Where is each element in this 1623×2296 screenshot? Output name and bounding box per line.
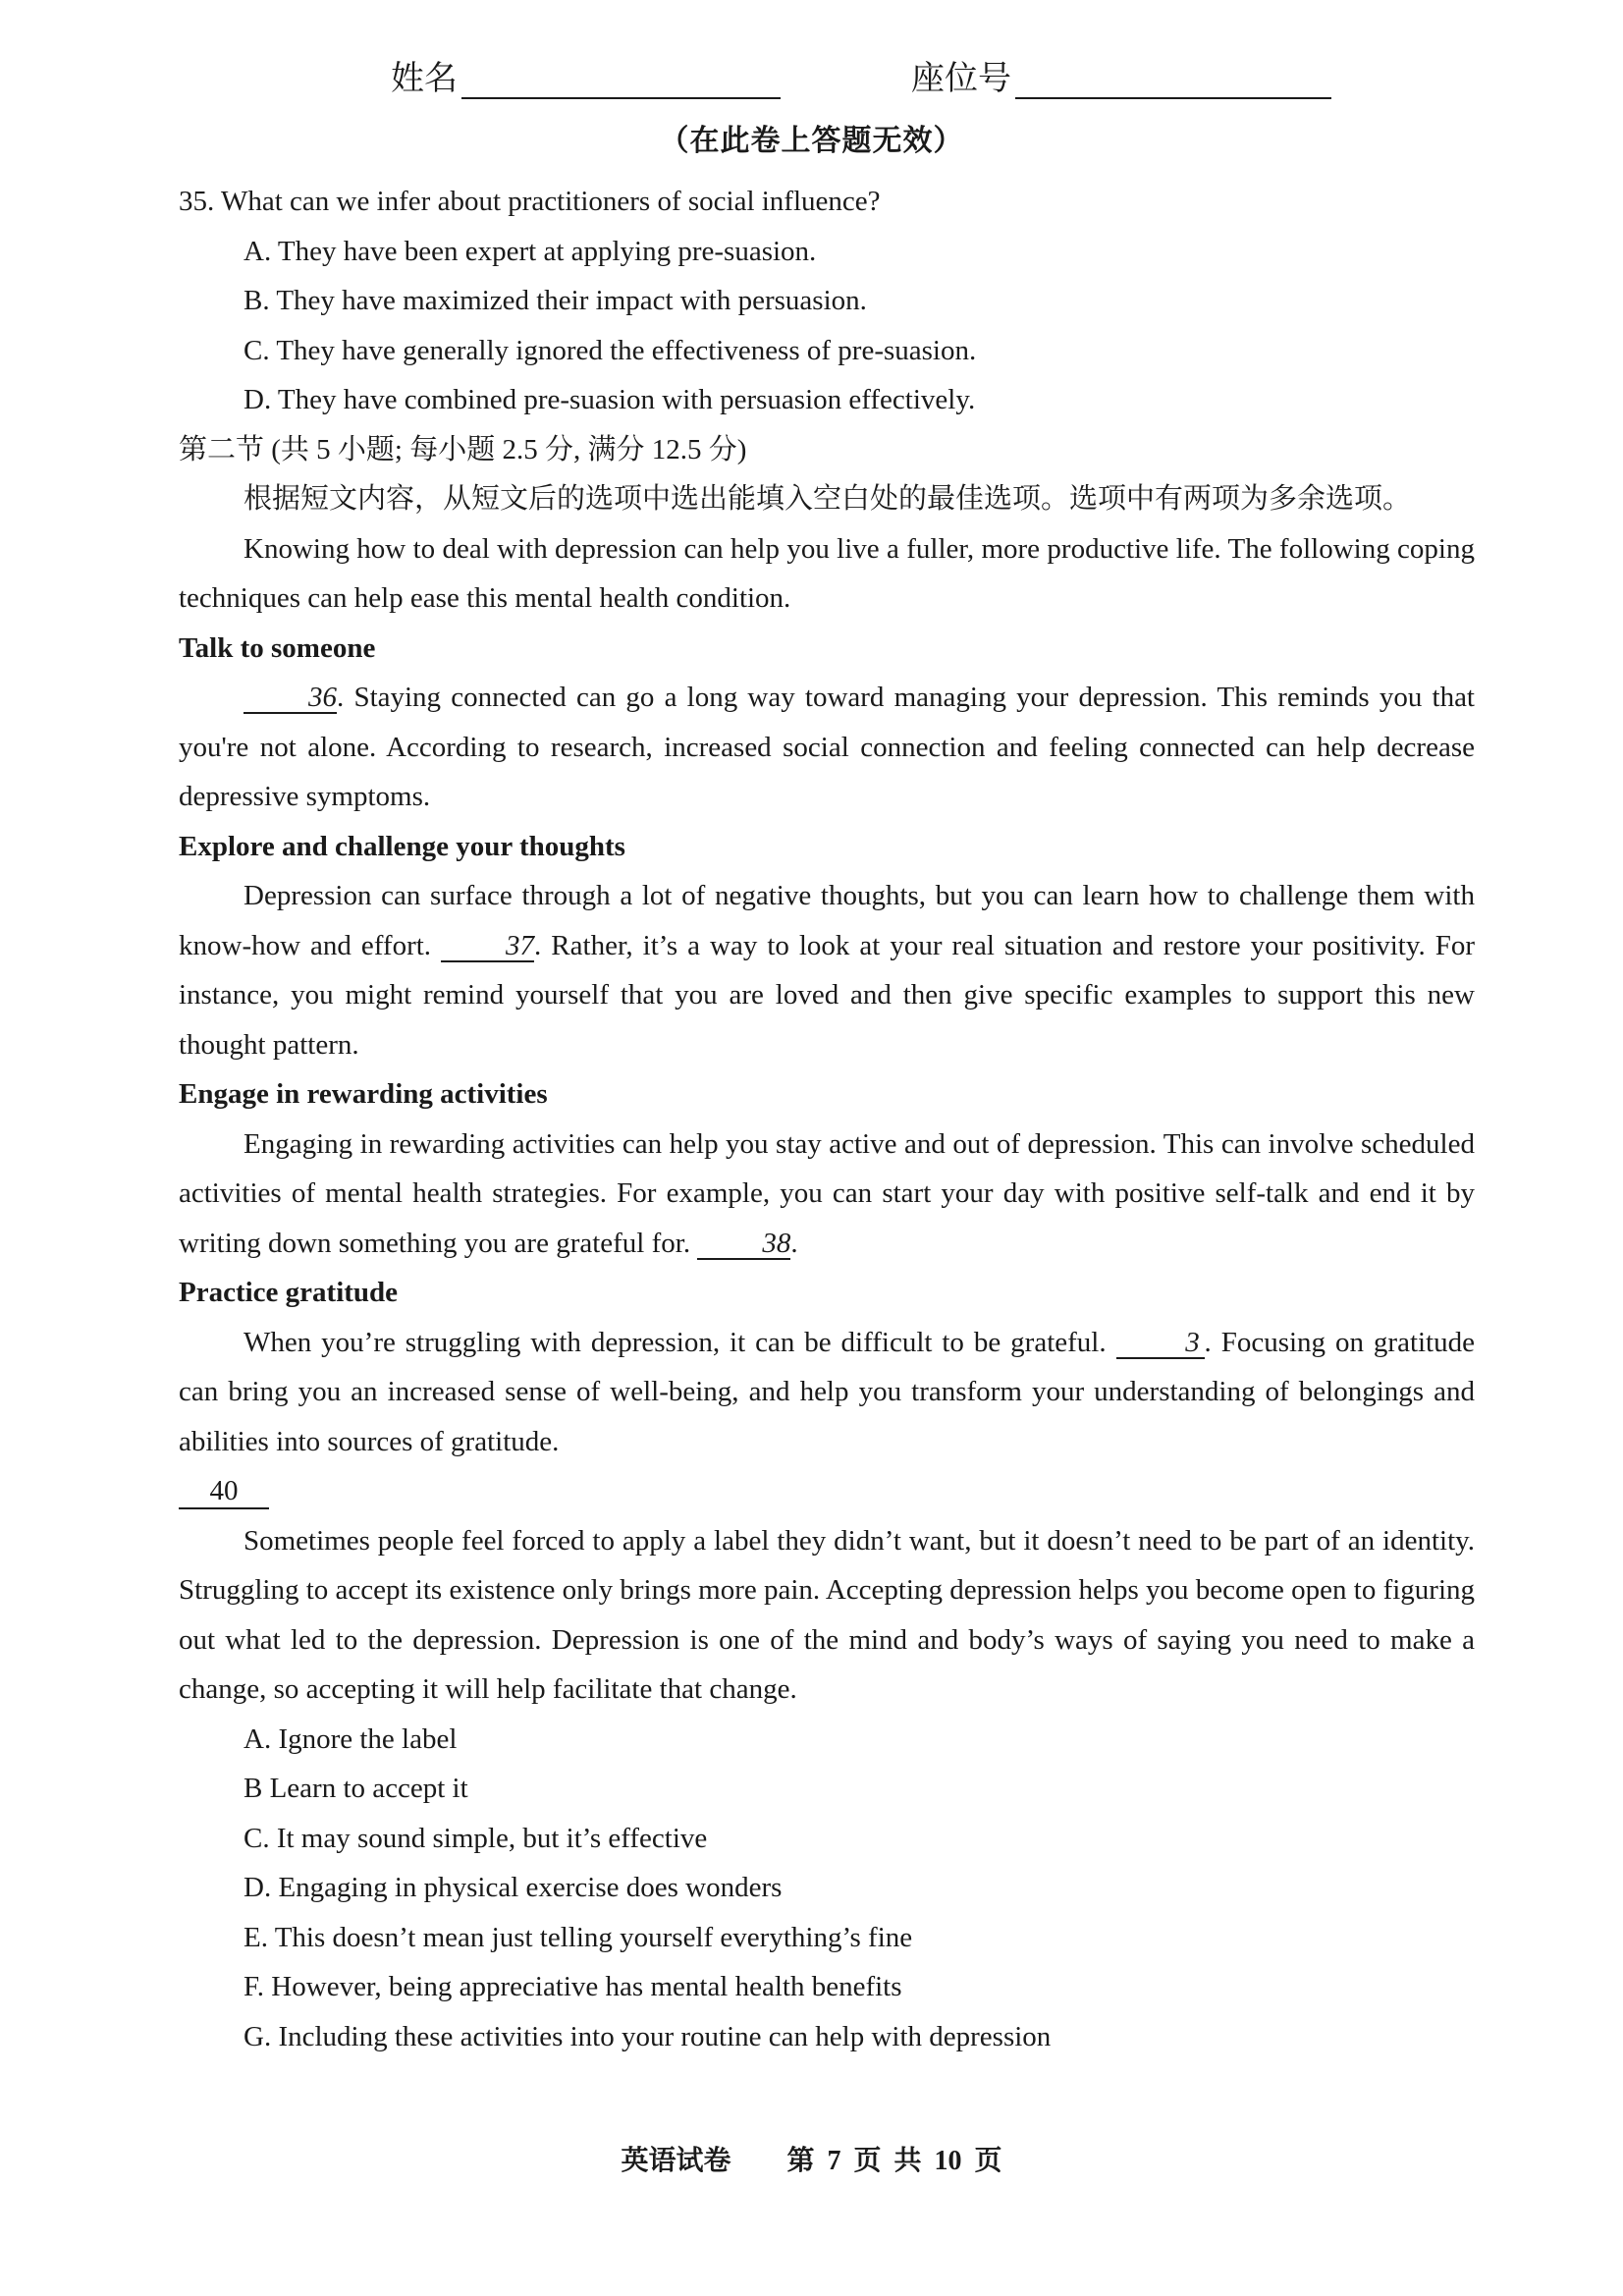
question-35-option-d: D. They have combined pre-suasion with persuasion effectively. [243,384,976,415]
section-title: 第二节 (共 5 小题; 每小题 2.5 分, 满分 12.5 分) [179,433,747,465]
paragraph-5: Sometimes people feel forced to apply a label they didn’t want, but it doesn’t need to be part of an identity. Struggling to accept its existence only brings more pain. Accepting depression helps you become open to figuring out what led to the depression. Depression is one of the mind and body’s ways of saying you need to make a change, so accepting it will help facilitate that change. [179,1524,1476,1705]
blank-38[interactable]: 38 [697,1229,790,1260]
exam-content [179,177,1475,2061]
question-35-option-c: C. They have generally ignored the effectiveness of pre-suasion. [243,334,977,366]
choice-d: D. Engaging in physical exercise does wonders [243,1872,783,1903]
paragraph-1 [179,673,1475,822]
paragraph-2 [179,871,1475,1069]
heading-rewarding-activities: Engage in rewarding activities [179,1078,548,1110]
blank-36[interactable]: 36 [243,683,337,714]
blank-40[interactable]: 40 [179,1474,269,1509]
heading-practice-gratitude: Practice gratitude [179,1277,399,1308]
choice-c: C. It may sound simple, but it’s effective [243,1822,708,1854]
section-instruction: 根据短文内容，从短文后的选项中选出能填入空白处的最佳选项。选项中有两项为多余选项。 [243,483,1412,515]
invalid-notice: （在此卷上答题无效） [659,125,964,157]
name-field [391,51,781,99]
blank-39[interactable]: 3 [1116,1328,1205,1359]
name-label: 姓名 [391,61,458,97]
footer-page-number: 第 7 页 共 10 页 [786,2146,1002,2176]
paragraph-3-text: Engaging in rewarding activities can help you stay active and out of depression. This can involve scheduled activities of mental health strategies. For example, you can start your day with positive self-talk and end it by writing down something you are grateful for. [179,1127,1475,1259]
paragraph-2-text-a: Depression can surface through a lot of negative thoughts, but you can learn how to challenge them with know-how and effort. [179,880,1475,961]
paragraph-3: Engaging in rewarding activities can help you stay active and out of depression. This can involve scheduled activities of mental health strategies. For example, you can start your day with positive self-talk and end it by writing down something you are grateful for. 38. [179,1127,1475,1259]
student-info-row [391,51,1353,100]
paragraph-4 [179,1318,1475,1467]
heading-talk-to-someone: Talk to someone [179,631,376,664]
blank-37[interactable]: 37 [441,931,534,962]
seat-blank[interactable] [1015,60,1331,99]
choice-g: G. Including these activities into your routine can help with depression [243,2020,1052,2052]
paragraph-1-text: . Staying connected can go a long way toward managing your depression. This reminds you that you're not alone. According to research, increased social connection and feeling connected can help decrease depressive symptoms. [179,682,1475,812]
question-35-option-b: B. They have maximized their impact with persuasion. [243,285,867,316]
seat-label: 座位号 [911,61,1011,97]
paragraph-4-text-b: . Focusing on gratitude can bring you an increased sense of well-being, and help you transform your understanding of belongings and abilities into sources of gratitude. [179,1326,1475,1457]
choice-f: F. However, being appreciative has mental health benefits [243,1971,902,2002]
question-35-stem: 35. What can we infer about practitioners of social influence? [179,186,881,217]
passage-intro: Knowing how to deal with depression can help you live a fuller, more productive life. The following coping techniques can help ease this mental health condition. [179,532,1475,614]
heading-blank-40-row [179,1466,1475,1516]
choice-e: E. This doesn’t mean just telling yourself everything’s fine [243,1921,913,1953]
choice-b: B Learn to accept it [243,1773,468,1804]
footer-subject: 英语试卷 [621,2146,731,2176]
question-35-option-a: A. They have been expert at applying pre-suasion. [243,235,817,267]
page-footer [0,2139,1623,2178]
paragraph-2-text-b: . Rather, it’s a way to look at your real situation and restore your positivity. For instance, you might remind yourself that you are loved and then give specific examples to support this new thought pattern. [179,929,1475,1061]
name-blank[interactable] [461,60,781,99]
paragraph-4-text-a: When you’re struggling with depression, it can be difficult to be grateful. [243,1326,1107,1358]
seat-field [911,51,1331,99]
choice-a: A. Ignore the label [243,1722,458,1755]
heading-explore-thoughts: Explore and challenge your thoughts [179,830,625,862]
